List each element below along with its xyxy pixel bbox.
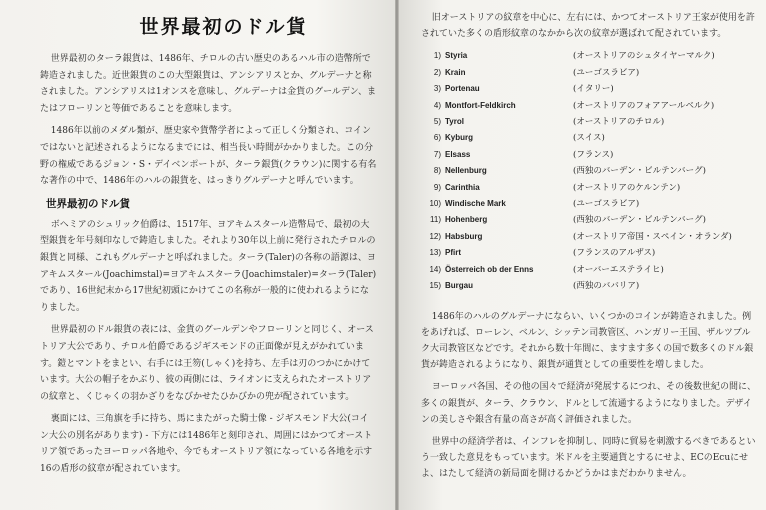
coat-num: 9) (433, 182, 441, 192)
section-heading: 世界最初のドル貨 (46, 197, 130, 210)
coat-name: Nellenburg (445, 166, 487, 176)
paragraph: 1486年のハルのグルデーナにならい、いくつかのコインが鋳造されました。例をあげれば、ローレン、ベルン、シッテン司教管区、ハンガリー王国、ザルツブルク大司教管区などです。それから数十年間に、ますます多くの国で数多くのドル銀貨が鋳造されるようになり、銀貨が通貨としての重要性を増しました。 (421, 311, 754, 371)
coat-name: Krain (445, 67, 466, 77)
page-title: 世界最初のドル貨 (139, 16, 308, 38)
coat-gloss: (オーストリアのケルンテン) (573, 182, 681, 193)
paragraph: 1486年以前のメダル類が、歴史家や貨幣学者によって正しく分類され、コインではないと記述されるようになるまでには、相当長い時間がかかりました。この分野の権威であるジョン・S・デイベンポートが、ターラ銀貨(クラウン)に関する有名な著作の中で、1486年のハルの銀貨を、はっきりグルデーナと呼んでいます。 (40, 126, 377, 187)
coat-num: 4) (433, 100, 441, 110)
coat-gloss: (フランスのアルザス) (573, 248, 656, 259)
coat-num: 7) (433, 149, 441, 159)
list-item (427, 147, 758, 163)
list-item (427, 262, 758, 278)
list-item (427, 212, 758, 228)
paragraph: 世界最初のドル銀貨の表には、金貨のグールデンやフローリンと同じく、オーストリア大公であり、チロル伯爵であるジギスモンドの正面像が見えがかれています。鎧とマントをまとい、右手には王笏(しゃく)を持ち、左手は刃のつかにかけています。大公の帽子をかぶり、彼の両側には、ライオンに支えられたオーストリアの紋章と、くじゃくの羽かざりをなびかせたひかびかの兜が配されています。 (40, 325, 374, 402)
paragraph: ヨーロッパ各国、その他の国々で経済が発展するにつれ、その後数世紀の間に、多くの銀貨が、ターラ、クラウン、ドルとして流通するようになりました。デザインの美しさや銀含有量の高さが高く評価されました。 (421, 382, 756, 425)
coat-name: Hohenberg (445, 215, 488, 225)
coat-name: Elsass (445, 149, 471, 159)
coat-gloss: (オーバーエステライヒ) (573, 264, 664, 275)
coat-gloss: (オーストリアのフォアアールベルク) (573, 100, 715, 111)
list-item (427, 229, 758, 245)
coat-gloss: (ユーゴスラビア) (573, 199, 640, 210)
coat-num: 5) (433, 117, 441, 127)
list-item (427, 114, 758, 130)
list-item (427, 98, 758, 114)
list-item (427, 130, 758, 146)
list-item (427, 81, 758, 97)
paragraph: 世界中の経済学者は、インフレを抑制し、同時に貿易を刺激するべきであるという一致した意見をもっています。米ドルを主要通貨とするにせよ、ECのEcuにせよ、はたして経済の新局面を開けるかどうかはまだわかりません。 (421, 436, 756, 480)
coat-name: Windische Mark (445, 199, 506, 209)
coat-gloss: (オーストリア帝国・スペイン・オランダ) (573, 231, 732, 242)
coat-gloss: (オーストリアのチロル) (573, 117, 665, 128)
coat-gloss: (西独のバーデン・ビルテンバーグ) (573, 215, 706, 226)
coat-num: 2) (433, 67, 441, 77)
coat-gloss: (西独のババリア) (573, 281, 640, 292)
right-page (399, 0, 766, 510)
coat-gloss: (オーストリアのシュタイヤーマルク) (573, 51, 715, 62)
coat-name: Österreich ob der Enns (445, 264, 534, 274)
list-item (427, 278, 758, 294)
coat-name: Burgau (445, 281, 473, 291)
coat-num: 12) (429, 231, 441, 241)
coat-gloss: (西独のバーデン・ビルテンバーグ) (573, 166, 706, 177)
coat-name: Carinthia (445, 182, 480, 192)
coat-num: 8) (433, 166, 441, 176)
list-item (427, 48, 758, 64)
coat-name: Pfirt (445, 248, 461, 258)
coat-of-arms-list (427, 48, 758, 294)
coat-num: 1) (433, 51, 441, 61)
coat-num: 6) (433, 133, 441, 143)
coat-name: Portenau (445, 84, 480, 94)
list-item (427, 180, 758, 196)
list-item (427, 65, 758, 81)
list-item (427, 196, 758, 212)
coat-num: 15) (429, 281, 441, 291)
paragraph: 世界最初のターラ銀貨は、1486年、チロルの古い歴史のあるハル市の造幣所で鋳造されました。近世銀貨のこの大型銀貨は、アンシアリスとか、グルデーナと称されました。アンシアリスは1オンスを意味し、グルデーナは金貨のグールデン、またはフローリンと等価であることを意味します。 (40, 54, 376, 114)
list-item (427, 245, 758, 261)
paragraph: ボヘミアのシュリック伯爵は、1517年、ヨアキムスタール造幣局で、最初の大型銀貨を年号刻印なしで鋳造しました。それより30年以上前に発行されたチロルの銀貨と同様、これもグルデーナと呼ばれました。ターラ(Taler)の各称の語源は、ヨアキムスタール(Joachimstal)=ヨアキムスターラ(Joachimstaler)=ターラ(Taler)であり、16世紀末から17世紀初頭にかけてこの名称が一般的に使われるようになりました。 (40, 219, 377, 313)
coat-name: Montfort-Feldkirch (445, 100, 516, 110)
coat-num: 14) (429, 264, 441, 274)
coat-name: Styria (445, 51, 468, 61)
coat-gloss: (ユーゴスラビア) (573, 67, 640, 78)
coat-num: 11) (430, 215, 441, 225)
list-item (427, 163, 758, 179)
coat-name: Tyrol (445, 117, 464, 127)
coat-gloss: (フランス) (573, 149, 614, 160)
coat-num: 3) (433, 84, 441, 94)
coat-gloss: (イタリー) (573, 84, 614, 95)
coat-name: Kyburg (445, 133, 473, 143)
intro-paragraph: 旧オーストリアの紋章を中心に、左右には、かつてオーストリア王家が使用を許されていた多くの盾形紋章のなかから次の紋章が選ばれて配されています。 (421, 13, 755, 40)
paragraph: 裏面には、三角旗を手に持ち、馬にまたがった騎士像 - ジギスモンド大公(コイン大公の別名があります) - 下方には1486年と刻印され、周囲にはかつてオーストリア領であったヨーロッパ各地や、今でもオーストリア領になっている各地を示す16の盾形の紋章が配されています。 (40, 414, 373, 475)
coat-name: Habsburg (445, 231, 483, 241)
coat-num: 13) (429, 248, 441, 258)
coat-gloss: (スイス) (573, 133, 605, 144)
coat-num: 10) (429, 199, 441, 209)
